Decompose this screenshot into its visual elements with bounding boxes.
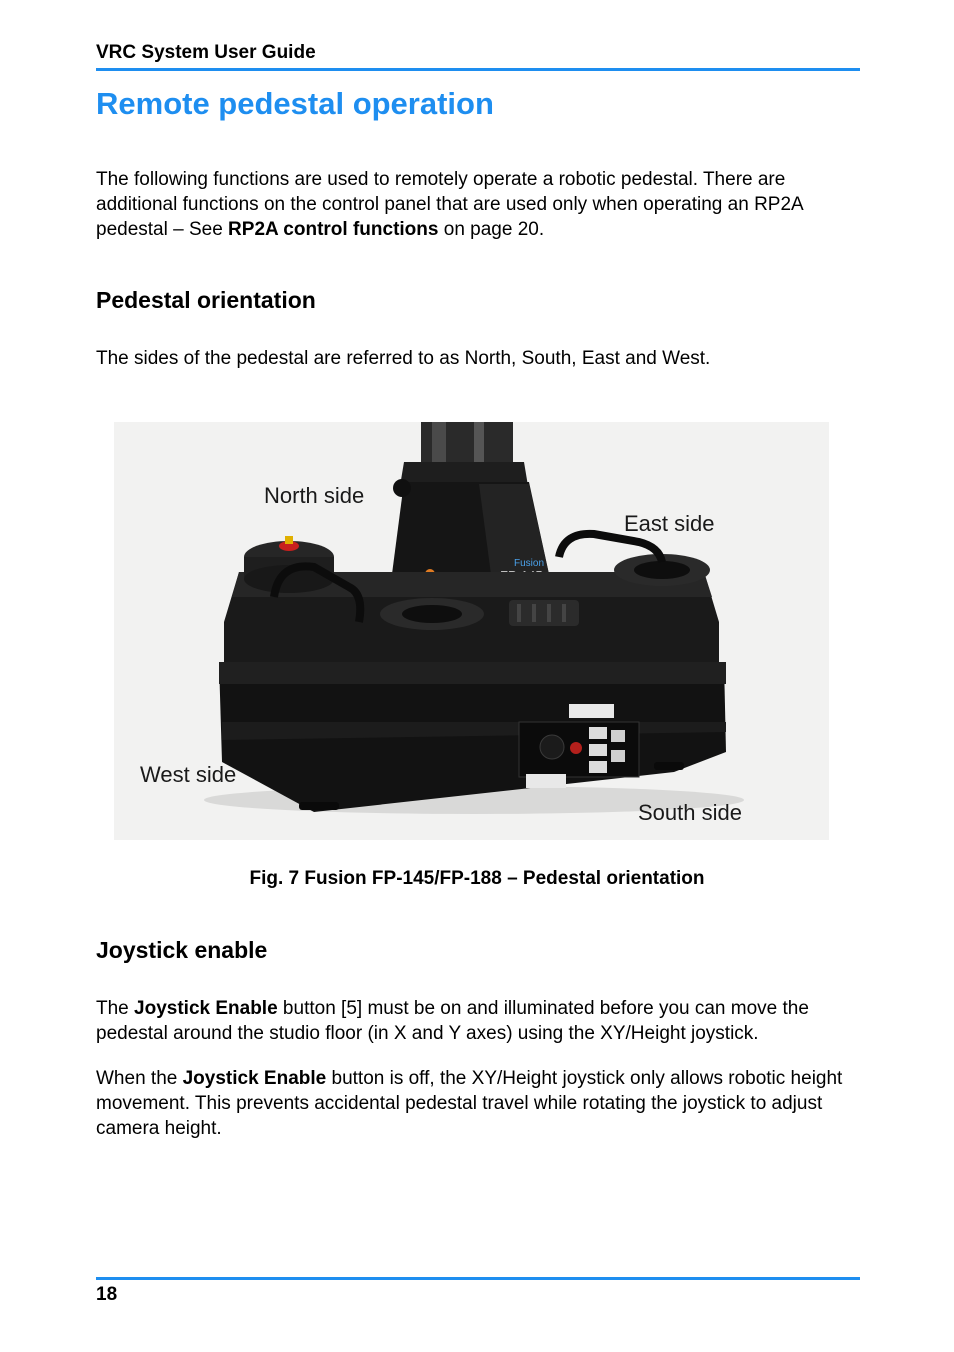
north-side-label: North side — [264, 483, 365, 508]
rp2a-link[interactable]: RP2A control functions — [228, 219, 439, 240]
orientation-heading: Pedestal orientation — [96, 287, 316, 313]
joystick-paragraph-2 — [96, 1066, 860, 1141]
intro-paragraph — [96, 167, 860, 242]
header-divider — [96, 68, 860, 71]
joystick-p2-text-after: button is off, the XY/Height joystick only allows robotic height movement. This prevents accidental pedestal travel while rotating the joystick to adjust camera height. — [96, 1068, 843, 1139]
page-number: 18 — [96, 1284, 118, 1305]
footer-divider — [96, 1277, 860, 1280]
running-header: VRC System User Guide — [96, 42, 316, 63]
west-side-label: West side — [140, 762, 237, 787]
pedestal-figure — [114, 422, 829, 840]
figure-caption: Fig. 7 Fusion FP-145/FP-188 – Pedestal orientation — [249, 868, 705, 889]
east-side-label: East side — [624, 511, 715, 536]
joystick-paragraph-1 — [96, 996, 860, 1046]
section-title: Remote pedestal operation — [96, 86, 494, 121]
intro-text-before: The following functions are used to remotely operate a robotic pedestal. There are additional functions on the control panel that are used only when operating an RP2A pedestal – See — [96, 169, 803, 240]
south-side-label: South side — [638, 800, 742, 825]
joystick-enable-term: Joystick Enable — [134, 998, 278, 1019]
joystick-p1-text-after: button [5] must be on and illuminated before you can move the pedestal around the studio floor (in X and Y axes) using the XY/Height joystick. — [96, 998, 809, 1044]
intro-text-after: on page 20. — [438, 219, 545, 240]
badge-brand: Fusion — [514, 558, 545, 569]
joystick-p1-text-before: The — [96, 998, 135, 1019]
orientation-paragraph: The sides of the pedestal are referred to as North, South, East and West. — [96, 348, 711, 369]
joystick-heading: Joystick enable — [96, 937, 268, 963]
joystick-p2-text-before: When the — [96, 1068, 183, 1089]
joystick-enable-term-2: Joystick Enable — [182, 1068, 327, 1089]
